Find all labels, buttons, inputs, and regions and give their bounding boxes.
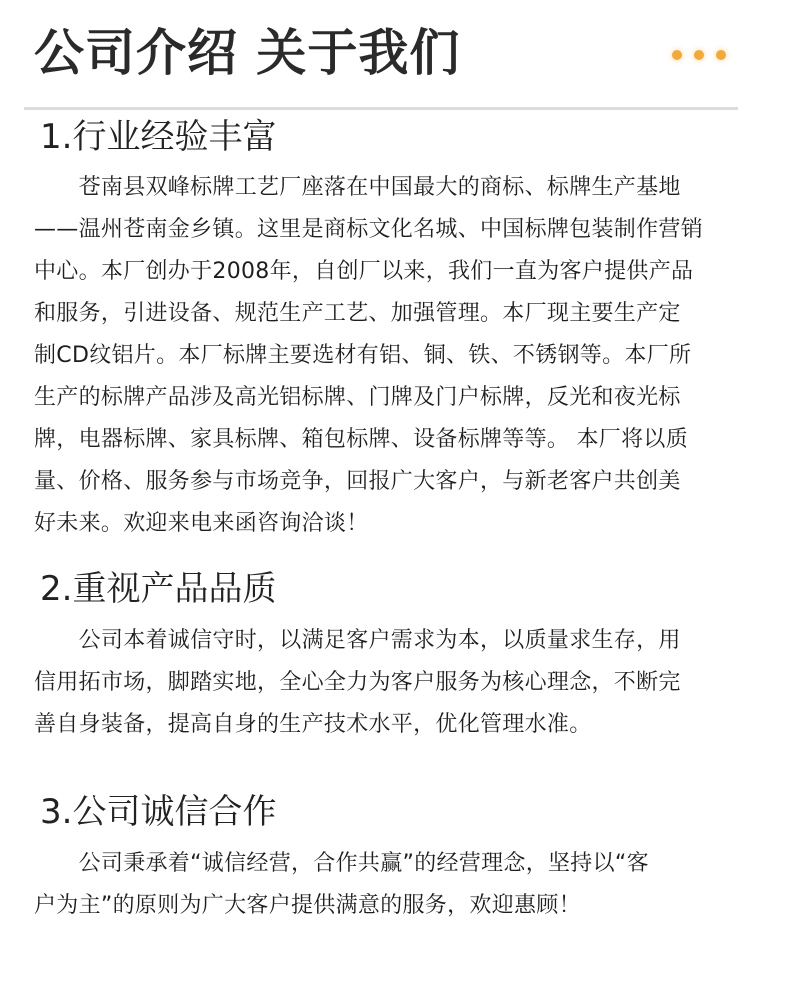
section-paragraph-experience	[34, 167, 750, 545]
page-title: 公司介绍 关于我们	[34, 24, 461, 82]
paragraph-line: ——温州苍南金乡镇。这里是商标文化名城、中国标牌包装制作营销	[34, 217, 704, 242]
section-paragraph-quality	[34, 620, 750, 746]
paragraph-line: 牌，电器标牌、家具标牌、箱包标牌、设备标牌等等。 本厂将以质	[34, 427, 688, 452]
paragraph-line: 制CD纹铝片。本厂标牌主要选材有铝、铜、铁、不锈钢等。本厂所	[34, 343, 692, 368]
section-heading-experience: 1.行业经验丰富	[40, 117, 277, 157]
more-dots-icon	[668, 46, 738, 64]
dot-icon	[694, 50, 704, 60]
section-heading-quality: 2.重视产品品质	[40, 569, 277, 609]
section-heading-integrity: 3.公司诚信合作	[40, 792, 277, 832]
paragraph-line: 苍南县双峰标牌工艺厂座落在中国最大的商标、标牌生产基地	[34, 175, 681, 200]
paragraph-line: 公司本着诚信守时，以满足客户需求为本，以质量求生存，用	[34, 628, 681, 653]
paragraph-line: 善自身装备，提高自身的生产技术水平，优化管理水准。	[34, 712, 592, 737]
paragraph-line: 量、价格、服务参与市场竞争，回报广大客户，与新老客户共创美	[34, 469, 681, 494]
dot-icon	[672, 50, 682, 60]
section-paragraph-integrity	[34, 843, 750, 927]
paragraph-line: 好未来。欢迎来电来函咨询洽谈！	[34, 511, 369, 536]
paragraph-line: 中心。本厂创办于2008年，自创厂以来，我们一直为客户提供产品	[34, 259, 694, 284]
paragraph-line: 和服务，引进设备、规范生产工艺、加强管理。本厂现主要生产定	[34, 301, 681, 326]
paragraph-line: 生产的标牌产品涉及高光铝标牌、门牌及门户标牌，反光和夜光标	[34, 385, 681, 410]
paragraph-line: 公司秉承着“诚信经营，合作共赢”的经营理念，坚持以“客	[34, 851, 649, 876]
page-header	[0, 0, 790, 112]
paragraph-line: 信用拓市场，脚踏实地，全心全力为客户服务为核心理念，不断完	[34, 670, 681, 695]
paragraph-line: 户为主”的原则为广大客户提供满意的服务，欢迎惠顾！	[34, 893, 581, 918]
dot-icon	[716, 50, 726, 60]
header-divider	[24, 107, 738, 110]
